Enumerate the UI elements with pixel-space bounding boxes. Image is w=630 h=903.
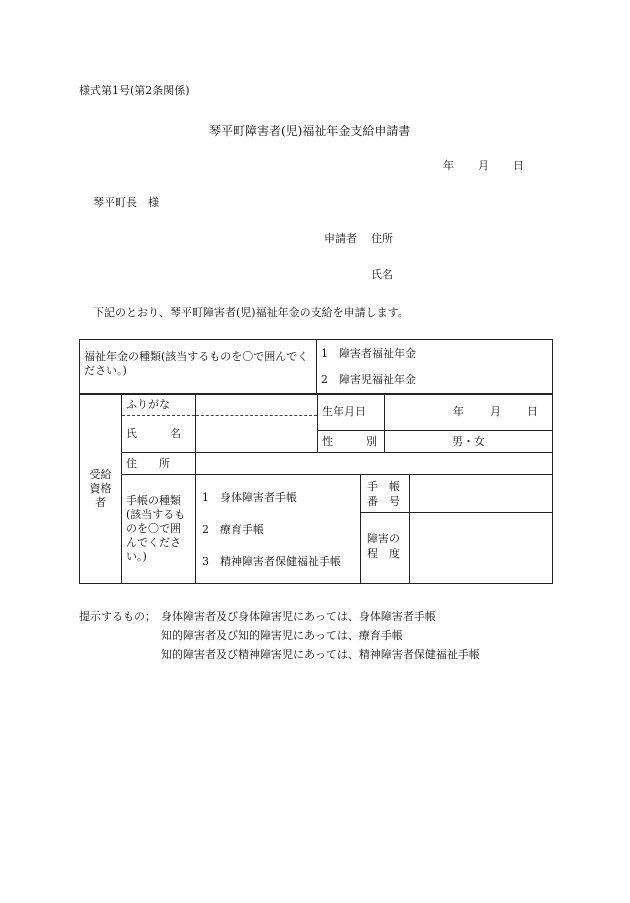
notes-line-1: 身体障害者及び身体障害児にあっては、身体障害者手帳 <box>161 610 436 623</box>
pension-type-table <box>79 339 553 395</box>
date-month: 月 <box>478 159 489 172</box>
notebook-option-2: 2 療育手帳 <box>202 523 264 536</box>
form-number: 様式第1号(第2条関係) <box>79 84 190 97</box>
date-year: 年 <box>443 159 454 172</box>
birth-date-field[interactable] <box>385 394 553 431</box>
furigana-field[interactable] <box>196 394 318 416</box>
pension-option-2: 2 障害児福祉年金 <box>321 373 416 386</box>
name-label: 氏 名 <box>122 416 196 453</box>
addressee: 琴平町長 様 <box>93 196 159 209</box>
birth-day: 日 <box>527 405 538 418</box>
date-day: 日 <box>513 159 524 172</box>
sex-field[interactable] <box>385 431 553 453</box>
furigana-label: ふりがな <box>122 394 196 416</box>
pension-type-label: 福祉年金の種類(該当するものを〇で囲んでください。) <box>84 350 309 377</box>
birth-month: 月 <box>490 405 501 418</box>
address-field[interactable] <box>196 453 553 475</box>
pension-option-1: 1 障害者福祉年金 <box>321 347 416 360</box>
notebook-option-3: 3 精神障害者保健福祉手帳 <box>202 555 341 568</box>
address-label: 住 所 <box>122 453 196 475</box>
recipient-table <box>79 393 553 584</box>
applicant-name-label: 氏名 <box>371 268 393 281</box>
recipient-group-label: 受給資格者 <box>89 467 112 509</box>
notebook-number-label: 手 帳 番 号 <box>361 475 409 513</box>
applicant-label: 申請者 <box>324 232 357 245</box>
sex-label: 性 別 <box>318 431 385 453</box>
disability-degree-label: 障害の程 度 <box>367 532 400 560</box>
name-field[interactable] <box>196 416 318 453</box>
disability-degree-field[interactable] <box>410 513 552 583</box>
birth-label: 生年月日 <box>318 394 385 431</box>
notes-lead: 提示するもの； <box>79 610 156 623</box>
sex-value: 男・女 <box>452 434 485 448</box>
notes-line-2: 知的障害者及び知的障害児にあっては、療育手帳 <box>161 629 403 642</box>
statement: 下記のとおり、琴平町障害者(児)福祉年金の支給を申請します。 <box>93 306 409 319</box>
page-title: 琴平町障害者(児)福祉年金支給申請書 <box>209 124 411 138</box>
notebook-type-label: 手帳の種類(該当するものを〇で囲んでください。) <box>126 494 186 563</box>
birth-year: 年 <box>453 405 464 418</box>
notebook-option-1: 1 身体障害者手帳 <box>202 491 297 504</box>
notes-line-3: 知的障害者及び精神障害児にあっては、精神障害者保健福祉手帳 <box>161 648 480 661</box>
notebook-number-field[interactable] <box>410 475 552 513</box>
applicant-address-label: 住所 <box>371 232 393 245</box>
